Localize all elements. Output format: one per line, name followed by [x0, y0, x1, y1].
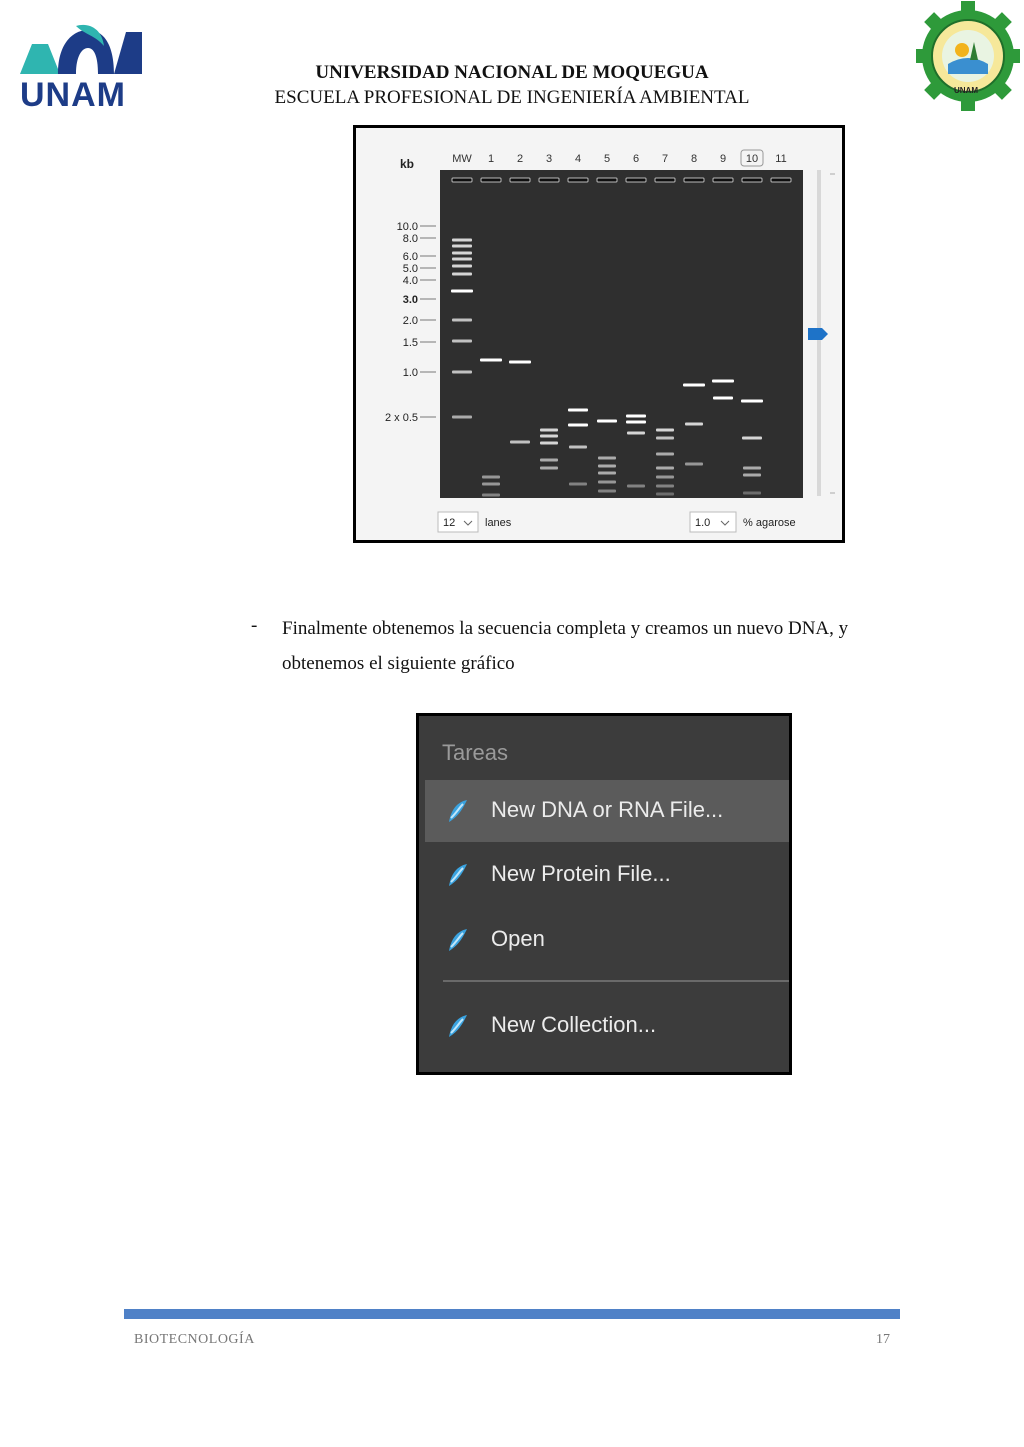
gel-band	[743, 467, 761, 470]
gel-band	[480, 359, 502, 362]
gel-band	[568, 424, 588, 427]
bullet-dash: -	[251, 615, 258, 636]
menu-item-label: New DNA or RNA File...	[491, 797, 724, 822]
lane-label: 4	[574, 153, 582, 165]
dna-file-icon	[445, 798, 471, 824]
lane-label: 2	[516, 153, 524, 165]
gel-band	[540, 435, 558, 438]
menu-item-open[interactable]	[425, 909, 789, 971]
marker-size-label: 6.0	[402, 251, 418, 263]
gel-well	[626, 178, 646, 182]
gear-seal-icon	[916, 0, 1020, 112]
lane-label: MW	[452, 153, 472, 165]
gel-band	[482, 476, 500, 479]
marker-size-label: 2 x 0.5	[384, 412, 418, 424]
gel-band	[452, 252, 472, 255]
gel-band	[540, 429, 558, 432]
gel-band	[540, 442, 558, 445]
school-subtitle: ESCUELA PROFESIONAL DE INGENIERÍA AMBIENTAL	[274, 87, 750, 108]
marker-size-label: 1.5	[402, 337, 418, 349]
gel-band	[656, 493, 674, 496]
footer-course-name: BIOTECNOLOGÍA	[134, 1332, 255, 1347]
menu-item-label: Open	[491, 926, 545, 951]
menu-item-new-protein-file[interactable]	[425, 844, 789, 906]
gel-well	[510, 178, 530, 182]
gel-band	[713, 397, 733, 400]
gel-band	[656, 453, 674, 456]
gel-band	[452, 273, 472, 276]
lane-label: 10	[745, 153, 759, 165]
gel-band	[656, 437, 674, 440]
paragraph-text: Finalmente obtenemos la secuencia completa y creamos un nuevo DNA, y obtenemos el siguiente gráfico	[282, 618, 849, 674]
gel-band	[482, 483, 500, 486]
gel-electrophoresis-panel	[353, 125, 845, 543]
gel-well	[481, 178, 501, 182]
gel-band	[743, 492, 761, 495]
page-number: 17	[876, 1332, 890, 1347]
gel-band	[482, 494, 500, 497]
gel-band	[452, 371, 472, 374]
gel-well	[742, 178, 762, 182]
gel-band	[452, 258, 472, 261]
lane-label: 11	[775, 153, 787, 165]
footer-rule	[124, 1309, 900, 1319]
lane-label: 3	[545, 153, 553, 165]
lane-label: 5	[603, 153, 611, 165]
marker-size-label: 8.0	[402, 233, 418, 245]
gel-band	[742, 437, 762, 440]
gel-well	[655, 178, 675, 182]
collection-icon	[445, 1013, 471, 1039]
gel-band	[452, 245, 472, 248]
gel-band	[626, 415, 646, 418]
gel-band	[685, 463, 703, 466]
gel-band	[452, 416, 472, 419]
gel-band	[598, 490, 616, 493]
gel-well	[684, 178, 704, 182]
gel-band	[656, 476, 674, 479]
gel-band	[656, 485, 674, 488]
gel-band	[452, 265, 472, 268]
gel-band	[656, 467, 674, 470]
menu-section-title: Tareas	[442, 740, 509, 765]
gel-band	[598, 465, 616, 468]
gel-area	[440, 170, 803, 498]
lane-label: 1	[487, 153, 495, 165]
lane-label: 6	[632, 153, 640, 165]
gel-band	[452, 340, 472, 343]
gel-well	[597, 178, 617, 182]
gel-band	[597, 420, 617, 423]
gel-band	[656, 429, 674, 432]
marker-size-label: 1.0	[402, 367, 418, 379]
gel-well	[568, 178, 588, 182]
gel-band	[569, 483, 587, 486]
gel-band	[712, 380, 734, 383]
agarose-label: % agarose	[743, 517, 796, 529]
gel-band	[741, 400, 763, 403]
menu-item-label: New Collection...	[491, 1012, 657, 1037]
gel-well	[771, 178, 791, 182]
gel-band	[452, 319, 472, 322]
lane-label: 7	[661, 153, 669, 165]
gel-band	[598, 481, 616, 484]
marker-size-label: 2.0	[402, 315, 418, 327]
lane-label: 9	[719, 153, 727, 165]
gel-band	[598, 472, 616, 475]
menu-separator	[443, 980, 789, 982]
gel-band	[598, 457, 616, 460]
gel-band	[452, 239, 472, 242]
agarose-select-value: 1.0	[695, 517, 711, 529]
gel-figure	[356, 128, 842, 540]
menu-item-label: New Protein File...	[491, 861, 671, 886]
gel-band	[540, 459, 558, 462]
open-icon	[445, 927, 471, 953]
gel-band	[568, 409, 588, 412]
gel-well	[452, 178, 472, 182]
gel-band	[743, 474, 761, 477]
gel-band	[509, 361, 531, 364]
marker-size-label: 3.0	[402, 294, 418, 306]
tasks-menu-screenshot	[416, 713, 792, 1075]
engineering-seal-logo	[916, 0, 1020, 112]
lanes-label: lanes	[485, 517, 512, 529]
gel-band	[451, 290, 473, 293]
seal-bottom-text: UNAM	[954, 86, 978, 95]
gel-band	[510, 441, 530, 444]
gel-well	[713, 178, 733, 182]
unam-logo-text: UNAM	[20, 76, 126, 114]
lanes-select-value: 12	[443, 517, 456, 529]
gel-band	[627, 432, 645, 435]
gel-band	[683, 384, 705, 387]
lane-label: 8	[690, 153, 698, 165]
marker-size-label: 4.0	[402, 275, 418, 287]
marker-size-label: 10.0	[396, 221, 418, 233]
university-title: UNIVERSIDAD NACIONAL DE MOQUEGUA	[315, 62, 709, 83]
gel-unit-label: kb	[400, 157, 415, 171]
marker-size-label: 5.0	[402, 263, 418, 275]
gel-band	[685, 423, 703, 426]
gel-band	[626, 421, 646, 424]
menu-item-new-dna-file[interactable]	[425, 780, 789, 842]
gel-well	[539, 178, 559, 182]
gel-band	[569, 446, 587, 449]
gel-band	[627, 485, 645, 488]
protein-file-icon	[445, 862, 471, 888]
menu-item-new-collection[interactable]	[425, 995, 789, 1057]
gel-band	[540, 467, 558, 470]
